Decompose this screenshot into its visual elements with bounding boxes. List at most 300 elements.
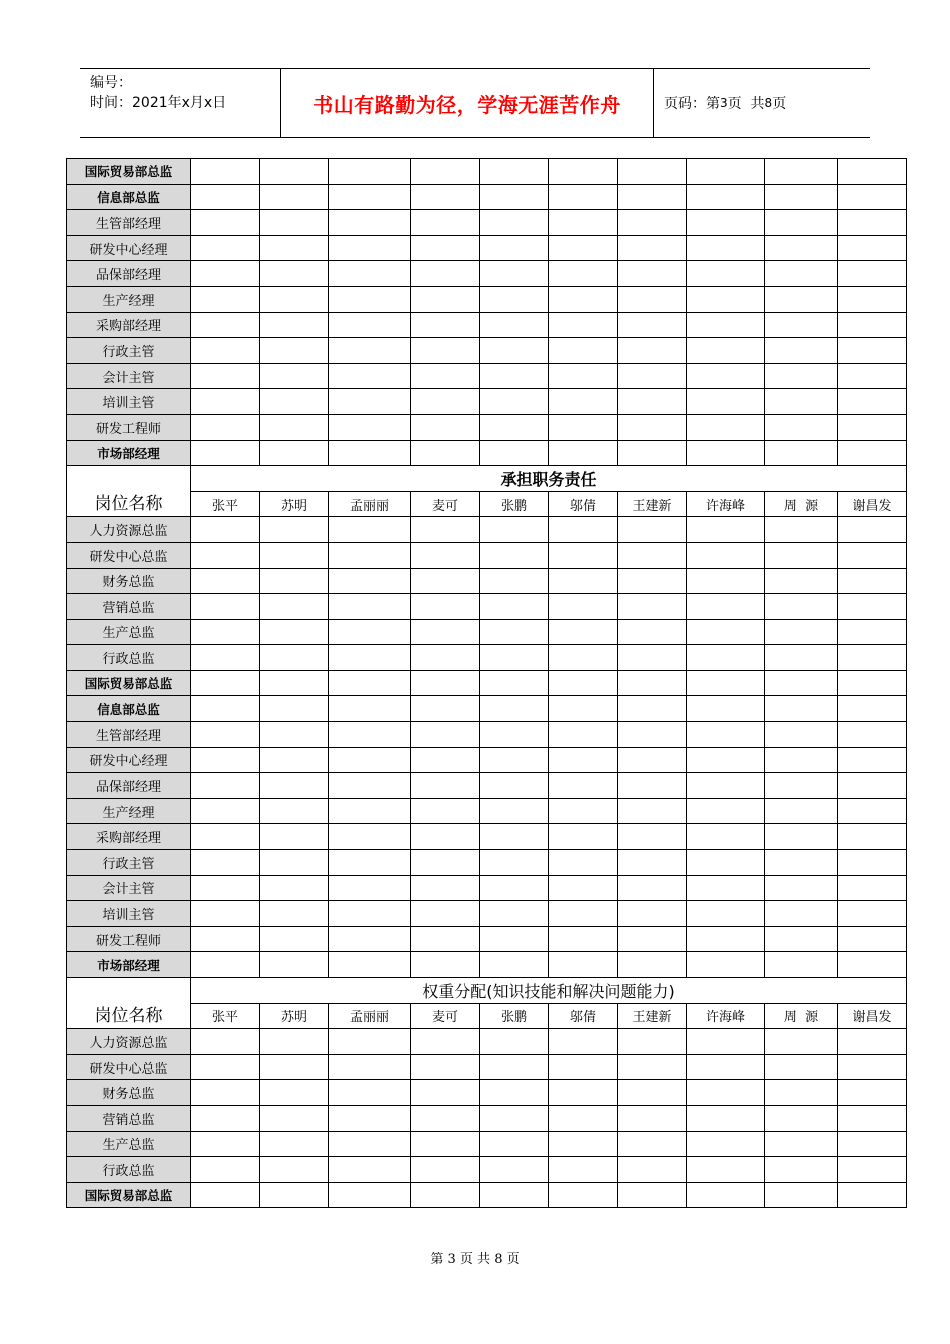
score-cell[interactable]	[329, 901, 411, 927]
score-cell[interactable]	[549, 568, 618, 594]
score-cell[interactable]	[260, 261, 329, 287]
score-cell[interactable]	[329, 184, 411, 210]
score-cell[interactable]	[618, 338, 687, 364]
score-cell[interactable]	[838, 798, 907, 824]
score-cell[interactable]	[765, 1054, 838, 1080]
score-cell[interactable]	[411, 286, 480, 312]
score-cell[interactable]	[618, 952, 687, 978]
score-cell[interactable]	[329, 210, 411, 236]
score-cell[interactable]	[411, 542, 480, 568]
score-cell[interactable]	[191, 568, 260, 594]
score-cell[interactable]	[260, 184, 329, 210]
score-cell[interactable]	[549, 1080, 618, 1106]
score-cell[interactable]	[687, 1182, 765, 1208]
score-cell[interactable]	[765, 312, 838, 338]
score-cell[interactable]	[191, 926, 260, 952]
score-cell[interactable]	[618, 1157, 687, 1183]
score-cell[interactable]	[687, 850, 765, 876]
score-cell[interactable]	[618, 875, 687, 901]
score-cell[interactable]	[549, 235, 618, 261]
score-cell[interactable]	[838, 670, 907, 696]
score-cell[interactable]	[549, 670, 618, 696]
score-cell[interactable]	[549, 1157, 618, 1183]
score-cell[interactable]	[687, 184, 765, 210]
score-cell[interactable]	[549, 1054, 618, 1080]
score-cell[interactable]	[329, 1182, 411, 1208]
score-cell[interactable]	[838, 389, 907, 415]
score-cell[interactable]	[411, 568, 480, 594]
score-cell[interactable]	[411, 594, 480, 620]
score-cell[interactable]	[191, 824, 260, 850]
score-cell[interactable]	[687, 722, 765, 748]
score-cell[interactable]	[480, 1080, 549, 1106]
score-cell[interactable]	[480, 670, 549, 696]
score-cell[interactable]	[618, 389, 687, 415]
score-cell[interactable]	[480, 568, 549, 594]
score-cell[interactable]	[260, 1105, 329, 1131]
score-cell[interactable]	[765, 670, 838, 696]
score-cell[interactable]	[329, 1029, 411, 1055]
score-cell[interactable]	[480, 875, 549, 901]
score-cell[interactable]	[618, 440, 687, 466]
score-cell[interactable]	[411, 645, 480, 671]
score-cell[interactable]	[191, 261, 260, 287]
score-cell[interactable]	[765, 926, 838, 952]
score-cell[interactable]	[411, 184, 480, 210]
score-cell[interactable]	[549, 1105, 618, 1131]
score-cell[interactable]	[329, 696, 411, 722]
score-cell[interactable]	[260, 824, 329, 850]
score-cell[interactable]	[260, 312, 329, 338]
score-cell[interactable]	[329, 722, 411, 748]
score-cell[interactable]	[191, 1080, 260, 1106]
score-cell[interactable]	[480, 850, 549, 876]
score-cell[interactable]	[191, 901, 260, 927]
score-cell[interactable]	[411, 414, 480, 440]
score-cell[interactable]	[260, 696, 329, 722]
score-cell[interactable]	[838, 926, 907, 952]
score-cell[interactable]	[549, 542, 618, 568]
score-cell[interactable]	[687, 645, 765, 671]
score-cell[interactable]	[765, 159, 838, 185]
score-cell[interactable]	[480, 1157, 549, 1183]
score-cell[interactable]	[329, 850, 411, 876]
score-cell[interactable]	[480, 1105, 549, 1131]
score-cell[interactable]	[329, 389, 411, 415]
score-cell[interactable]	[618, 824, 687, 850]
score-cell[interactable]	[191, 773, 260, 799]
score-cell[interactable]	[480, 440, 549, 466]
score-cell[interactable]	[838, 338, 907, 364]
score-cell[interactable]	[838, 159, 907, 185]
score-cell[interactable]	[191, 1157, 260, 1183]
score-cell[interactable]	[618, 517, 687, 543]
score-cell[interactable]	[260, 568, 329, 594]
score-cell[interactable]	[329, 261, 411, 287]
score-cell[interactable]	[411, 235, 480, 261]
score-cell[interactable]	[329, 1054, 411, 1080]
score-cell[interactable]	[618, 542, 687, 568]
score-cell[interactable]	[191, 696, 260, 722]
score-cell[interactable]	[618, 184, 687, 210]
score-cell[interactable]	[260, 926, 329, 952]
score-cell[interactable]	[411, 363, 480, 389]
score-cell[interactable]	[838, 747, 907, 773]
score-cell[interactable]	[618, 696, 687, 722]
score-cell[interactable]	[411, 1054, 480, 1080]
score-cell[interactable]	[838, 1029, 907, 1055]
score-cell[interactable]	[260, 1182, 329, 1208]
score-cell[interactable]	[191, 875, 260, 901]
score-cell[interactable]	[260, 389, 329, 415]
score-cell[interactable]	[838, 1182, 907, 1208]
score-cell[interactable]	[549, 901, 618, 927]
score-cell[interactable]	[411, 389, 480, 415]
score-cell[interactable]	[411, 850, 480, 876]
score-cell[interactable]	[549, 286, 618, 312]
score-cell[interactable]	[765, 901, 838, 927]
score-cell[interactable]	[618, 414, 687, 440]
score-cell[interactable]	[260, 619, 329, 645]
score-cell[interactable]	[480, 312, 549, 338]
score-cell[interactable]	[411, 696, 480, 722]
score-cell[interactable]	[411, 1131, 480, 1157]
score-cell[interactable]	[687, 926, 765, 952]
score-cell[interactable]	[480, 414, 549, 440]
score-cell[interactable]	[411, 901, 480, 927]
score-cell[interactable]	[480, 952, 549, 978]
score-cell[interactable]	[411, 338, 480, 364]
score-cell[interactable]	[618, 159, 687, 185]
score-cell[interactable]	[838, 1054, 907, 1080]
score-cell[interactable]	[260, 363, 329, 389]
score-cell[interactable]	[191, 389, 260, 415]
score-cell[interactable]	[687, 696, 765, 722]
score-cell[interactable]	[549, 1182, 618, 1208]
score-cell[interactable]	[411, 670, 480, 696]
score-cell[interactable]	[411, 824, 480, 850]
score-cell[interactable]	[480, 747, 549, 773]
score-cell[interactable]	[329, 568, 411, 594]
score-cell[interactable]	[838, 645, 907, 671]
score-cell[interactable]	[191, 542, 260, 568]
score-cell[interactable]	[260, 747, 329, 773]
score-cell[interactable]	[687, 747, 765, 773]
score-cell[interactable]	[329, 159, 411, 185]
score-cell[interactable]	[549, 875, 618, 901]
score-cell[interactable]	[618, 594, 687, 620]
score-cell[interactable]	[838, 414, 907, 440]
score-cell[interactable]	[260, 594, 329, 620]
score-cell[interactable]	[260, 773, 329, 799]
score-cell[interactable]	[480, 773, 549, 799]
score-cell[interactable]	[765, 594, 838, 620]
score-cell[interactable]	[618, 261, 687, 287]
score-cell[interactable]	[765, 696, 838, 722]
score-cell[interactable]	[765, 414, 838, 440]
score-cell[interactable]	[765, 235, 838, 261]
score-cell[interactable]	[838, 1080, 907, 1106]
score-cell[interactable]	[329, 798, 411, 824]
score-cell[interactable]	[411, 210, 480, 236]
score-cell[interactable]	[260, 798, 329, 824]
score-cell[interactable]	[838, 517, 907, 543]
score-cell[interactable]	[329, 440, 411, 466]
score-cell[interactable]	[260, 901, 329, 927]
score-cell[interactable]	[549, 184, 618, 210]
score-cell[interactable]	[687, 363, 765, 389]
score-cell[interactable]	[260, 542, 329, 568]
score-cell[interactable]	[687, 517, 765, 543]
score-cell[interactable]	[480, 798, 549, 824]
score-cell[interactable]	[329, 338, 411, 364]
score-cell[interactable]	[687, 670, 765, 696]
score-cell[interactable]	[549, 747, 618, 773]
score-cell[interactable]	[549, 1029, 618, 1055]
score-cell[interactable]	[838, 312, 907, 338]
score-cell[interactable]	[411, 261, 480, 287]
score-cell[interactable]	[480, 1054, 549, 1080]
score-cell[interactable]	[765, 1105, 838, 1131]
score-cell[interactable]	[765, 1029, 838, 1055]
score-cell[interactable]	[687, 542, 765, 568]
score-cell[interactable]	[838, 184, 907, 210]
score-cell[interactable]	[329, 1131, 411, 1157]
score-cell[interactable]	[260, 210, 329, 236]
score-cell[interactable]	[549, 363, 618, 389]
score-cell[interactable]	[838, 568, 907, 594]
score-cell[interactable]	[191, 670, 260, 696]
score-cell[interactable]	[480, 722, 549, 748]
score-cell[interactable]	[191, 338, 260, 364]
score-cell[interactable]	[480, 184, 549, 210]
score-cell[interactable]	[191, 722, 260, 748]
score-cell[interactable]	[765, 773, 838, 799]
score-cell[interactable]	[838, 850, 907, 876]
score-cell[interactable]	[765, 824, 838, 850]
score-cell[interactable]	[687, 440, 765, 466]
score-cell[interactable]	[260, 1054, 329, 1080]
score-cell[interactable]	[260, 645, 329, 671]
score-cell[interactable]	[260, 338, 329, 364]
score-cell[interactable]	[838, 875, 907, 901]
score-cell[interactable]	[687, 1157, 765, 1183]
score-cell[interactable]	[549, 210, 618, 236]
score-cell[interactable]	[838, 1105, 907, 1131]
score-cell[interactable]	[260, 235, 329, 261]
score-cell[interactable]	[411, 1182, 480, 1208]
score-cell[interactable]	[549, 645, 618, 671]
score-cell[interactable]	[765, 210, 838, 236]
score-cell[interactable]	[687, 389, 765, 415]
score-cell[interactable]	[765, 1157, 838, 1183]
score-cell[interactable]	[191, 952, 260, 978]
score-cell[interactable]	[411, 619, 480, 645]
score-cell[interactable]	[687, 798, 765, 824]
score-cell[interactable]	[687, 286, 765, 312]
score-cell[interactable]	[480, 696, 549, 722]
score-cell[interactable]	[687, 952, 765, 978]
score-cell[interactable]	[260, 670, 329, 696]
score-cell[interactable]	[618, 210, 687, 236]
score-cell[interactable]	[329, 670, 411, 696]
score-cell[interactable]	[191, 850, 260, 876]
score-cell[interactable]	[191, 517, 260, 543]
score-cell[interactable]	[838, 696, 907, 722]
score-cell[interactable]	[411, 159, 480, 185]
score-cell[interactable]	[618, 1080, 687, 1106]
score-cell[interactable]	[411, 1157, 480, 1183]
score-cell[interactable]	[260, 286, 329, 312]
score-cell[interactable]	[191, 210, 260, 236]
score-cell[interactable]	[549, 594, 618, 620]
score-cell[interactable]	[480, 261, 549, 287]
score-cell[interactable]	[838, 1157, 907, 1183]
score-cell[interactable]	[618, 747, 687, 773]
score-cell[interactable]	[687, 824, 765, 850]
score-cell[interactable]	[329, 542, 411, 568]
score-cell[interactable]	[260, 722, 329, 748]
score-cell[interactable]	[191, 286, 260, 312]
score-cell[interactable]	[191, 1105, 260, 1131]
score-cell[interactable]	[549, 850, 618, 876]
score-cell[interactable]	[687, 568, 765, 594]
score-cell[interactable]	[191, 1182, 260, 1208]
score-cell[interactable]	[191, 594, 260, 620]
score-cell[interactable]	[838, 286, 907, 312]
score-cell[interactable]	[191, 798, 260, 824]
score-cell[interactable]	[411, 875, 480, 901]
score-cell[interactable]	[549, 312, 618, 338]
score-cell[interactable]	[549, 926, 618, 952]
score-cell[interactable]	[618, 670, 687, 696]
score-cell[interactable]	[838, 235, 907, 261]
score-cell[interactable]	[260, 440, 329, 466]
score-cell[interactable]	[260, 1157, 329, 1183]
score-cell[interactable]	[191, 235, 260, 261]
score-cell[interactable]	[260, 159, 329, 185]
score-cell[interactable]	[549, 619, 618, 645]
score-cell[interactable]	[411, 312, 480, 338]
score-cell[interactable]	[329, 747, 411, 773]
score-cell[interactable]	[191, 747, 260, 773]
score-cell[interactable]	[549, 696, 618, 722]
score-cell[interactable]	[411, 747, 480, 773]
score-cell[interactable]	[480, 363, 549, 389]
score-cell[interactable]	[549, 159, 618, 185]
score-cell[interactable]	[618, 798, 687, 824]
score-cell[interactable]	[329, 363, 411, 389]
score-cell[interactable]	[618, 363, 687, 389]
score-cell[interactable]	[687, 1080, 765, 1106]
score-cell[interactable]	[329, 875, 411, 901]
score-cell[interactable]	[480, 389, 549, 415]
score-cell[interactable]	[260, 952, 329, 978]
score-cell[interactable]	[260, 850, 329, 876]
score-cell[interactable]	[687, 619, 765, 645]
score-cell[interactable]	[838, 542, 907, 568]
score-cell[interactable]	[480, 619, 549, 645]
score-cell[interactable]	[329, 312, 411, 338]
score-cell[interactable]	[329, 1105, 411, 1131]
score-cell[interactable]	[260, 517, 329, 543]
score-cell[interactable]	[191, 312, 260, 338]
score-cell[interactable]	[838, 901, 907, 927]
score-cell[interactable]	[618, 773, 687, 799]
score-cell[interactable]	[411, 1105, 480, 1131]
score-cell[interactable]	[765, 517, 838, 543]
score-cell[interactable]	[549, 824, 618, 850]
score-cell[interactable]	[687, 338, 765, 364]
score-cell[interactable]	[838, 210, 907, 236]
score-cell[interactable]	[191, 363, 260, 389]
score-cell[interactable]	[838, 773, 907, 799]
score-cell[interactable]	[260, 1029, 329, 1055]
score-cell[interactable]	[191, 440, 260, 466]
score-cell[interactable]	[765, 261, 838, 287]
score-cell[interactable]	[838, 261, 907, 287]
score-cell[interactable]	[618, 901, 687, 927]
score-cell[interactable]	[687, 1131, 765, 1157]
score-cell[interactable]	[765, 645, 838, 671]
score-cell[interactable]	[191, 184, 260, 210]
score-cell[interactable]	[618, 568, 687, 594]
score-cell[interactable]	[329, 286, 411, 312]
score-cell[interactable]	[329, 594, 411, 620]
score-cell[interactable]	[618, 722, 687, 748]
score-cell[interactable]	[765, 850, 838, 876]
score-cell[interactable]	[765, 363, 838, 389]
score-cell[interactable]	[480, 1182, 549, 1208]
score-cell[interactable]	[765, 619, 838, 645]
score-cell[interactable]	[329, 773, 411, 799]
score-cell[interactable]	[329, 1157, 411, 1183]
score-cell[interactable]	[329, 235, 411, 261]
score-cell[interactable]	[411, 722, 480, 748]
score-cell[interactable]	[549, 261, 618, 287]
score-cell[interactable]	[765, 722, 838, 748]
score-cell[interactable]	[549, 798, 618, 824]
score-cell[interactable]	[549, 389, 618, 415]
score-cell[interactable]	[765, 1080, 838, 1106]
score-cell[interactable]	[687, 773, 765, 799]
score-cell[interactable]	[618, 926, 687, 952]
score-cell[interactable]	[411, 798, 480, 824]
score-cell[interactable]	[687, 414, 765, 440]
score-cell[interactable]	[329, 517, 411, 543]
score-cell[interactable]	[191, 414, 260, 440]
score-cell[interactable]	[765, 568, 838, 594]
score-cell[interactable]	[838, 619, 907, 645]
score-cell[interactable]	[838, 952, 907, 978]
score-cell[interactable]	[687, 901, 765, 927]
score-cell[interactable]	[618, 619, 687, 645]
score-cell[interactable]	[191, 159, 260, 185]
score-cell[interactable]	[411, 1080, 480, 1106]
score-cell[interactable]	[480, 235, 549, 261]
score-cell[interactable]	[480, 901, 549, 927]
score-cell[interactable]	[191, 1054, 260, 1080]
score-cell[interactable]	[618, 1029, 687, 1055]
score-cell[interactable]	[480, 824, 549, 850]
score-cell[interactable]	[618, 1054, 687, 1080]
score-cell[interactable]	[480, 338, 549, 364]
score-cell[interactable]	[687, 261, 765, 287]
score-cell[interactable]	[687, 210, 765, 236]
score-cell[interactable]	[687, 594, 765, 620]
score-cell[interactable]	[411, 773, 480, 799]
score-cell[interactable]	[480, 517, 549, 543]
